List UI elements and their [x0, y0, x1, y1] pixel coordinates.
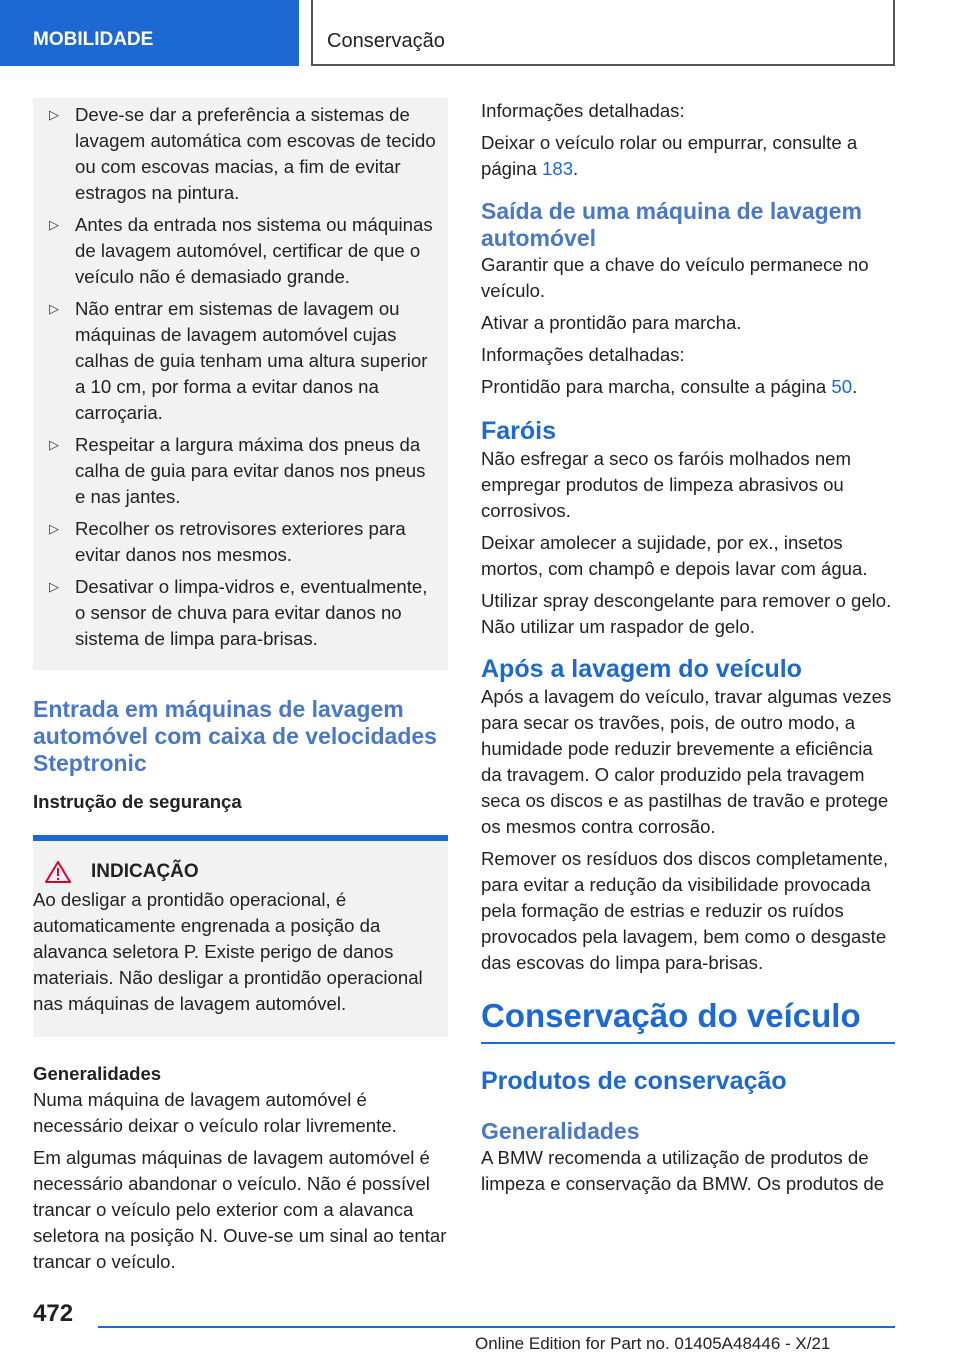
page-link[interactable]: 183 — [542, 158, 574, 179]
info-label: Informações detalhadas: — [481, 344, 685, 365]
list-item: ▷ Respeitar a largura máxima dos pneus da calha de guia para evitar danos nos pneus e nas jantes. — [49, 434, 426, 507]
farois-paragraph-1: Não esfregar a seco os faróis molhados nem empregar produtos de limpeza abrasivos ou corrosivos. — [481, 448, 851, 521]
warning-triangle-icon — [45, 861, 71, 883]
footer-edition: Online Edition for Part no. 01405A48446 - X/21 — [475, 1334, 831, 1353]
page-link[interactable]: 50 — [831, 376, 853, 397]
info-label: Informações detalhadas: — [481, 100, 685, 121]
notice-header — [33, 861, 442, 883]
general-heading: Generalidades — [33, 1063, 162, 1084]
notice-title: INDICAÇÃO — [91, 861, 199, 882]
triangle-bullet-icon: ▷ — [49, 521, 59, 536]
list-item: ▷ Não entrar em sistemas de lavagem ou máquinas de lavagem automóvel cujas calhas de guia tenham uma altura superior a 10 cm, por forma a evitar danos na carroçaria. — [49, 298, 428, 423]
apos-heading: Após a lavagem do veículo — [481, 655, 802, 683]
page-header — [0, 0, 960, 66]
farois-paragraph-2: Deixar amolecer a sujidade, por ex., insetos mortos, com champô e depois lavar com água. — [481, 532, 868, 579]
triangle-bullet-icon: ▷ — [49, 437, 59, 452]
apos-paragraph-1: Após a lavagem do veículo, travar algumas vezes para secar os travões, pois, de outro modo, a humidade pode reduzir brevemente a eficiência da travagem. O calor produzido pela travagem seca os discos e as pastilhas de travão e protege os mesmos contra corrosão. — [481, 686, 892, 837]
triangle-bullet-icon: ▷ — [49, 217, 59, 232]
list-item: ▷ Deve-se dar a preferência a sistemas de lavagem automática com escovas de tecido ou com escovas macias, a fim de evitar estragos na pintura. — [49, 104, 436, 203]
safety-heading: Instrução de segurança — [33, 791, 242, 812]
chapter-title-block — [481, 996, 895, 1044]
info-reference: Deixar o veículo rolar ou empurrar, consulte a página 183. — [481, 132, 858, 179]
entry-heading: Entrada em máquinas de lavagem automóvel com caixa de velocidades Steptronic — [33, 696, 437, 776]
info-reference: Prontidão para marcha, consulte a página 50. — [481, 376, 858, 397]
list-item: ▷ Recolher os retrovisores exteriores para evitar danos nos mesmos. — [49, 518, 406, 565]
produtos-heading: Produtos de conservação — [481, 1067, 787, 1095]
generalidades-heading: Generalidades — [481, 1118, 640, 1144]
list-item: ▷ Antes da entrada nos sistema ou máquinas de lavagem automóvel, certificar de que o veículo não é demasiado grande. — [49, 214, 433, 287]
general-paragraph-1: Numa máquina de lavagem automóvel é necessário deixar o veículo rolar livremente. — [33, 1089, 397, 1136]
footer-divider — [98, 1326, 895, 1328]
exit-paragraph-1: Garantir que a chave do veículo permanece no veículo. — [481, 254, 869, 301]
right-column — [481, 98, 895, 1203]
exit-paragraph-2: Ativar a prontidão para marcha. — [481, 312, 742, 333]
triangle-bullet-icon: ▷ — [49, 107, 59, 122]
exit-heading: Saída de uma máquina de lavagem automóvel — [481, 198, 862, 251]
list-item: ▷ Desativar o limpa-vidros e, eventualmente, o sensor de chuva para evitar danos no sistema de limpa para-brisas. — [49, 576, 428, 649]
general-paragraph-2: Em algumas máquinas de lavagem automóvel é necessário abandonar o veículo. Não é possível trancar o veículo pelo exterior com a alavanca seletora na posição N. Ouve-se um sinal ao tentar trancar o veículo. — [33, 1147, 447, 1272]
triangle-bullet-icon: ▷ — [49, 301, 59, 316]
apos-paragraph-2: Remover os resíduos dos discos completamente, para evitar a redução da visibilidade provocada pela formação de estrias e reduzir os ruídos provocados pela lavagem, bem como o desgaste das escovas do limpa para-brisas. — [481, 848, 889, 973]
chapter-title: Conservação do veículo — [481, 997, 861, 1034]
notice-box — [33, 835, 448, 1037]
chapter-tab: Conservação — [311, 0, 895, 66]
generalidades-paragraph: A BMW recomenda a utilização de produtos de limpeza e conservação da BMW. Os produtos de — [481, 1147, 885, 1194]
triangle-bullet-icon: ▷ — [49, 579, 59, 594]
car-wash-bullet-list — [33, 98, 448, 670]
section-tab: MOBILIDADE — [0, 0, 299, 66]
notice-text: Ao desligar a prontidão operacional, é automaticamente engrenada a posição da alavanca seletora P. Existe perigo de danos materiais. Não desligar a prontidão operacional nas máquinas de lavagem automóvel. — [33, 889, 423, 1014]
page-number: 472 — [33, 1300, 74, 1327]
farois-heading: Faróis — [481, 417, 557, 445]
left-column — [33, 98, 448, 1281]
farois-paragraph-3: Utilizar spray descongelante para remover o gelo. Não utilizar um raspador de gelo. — [481, 590, 892, 637]
